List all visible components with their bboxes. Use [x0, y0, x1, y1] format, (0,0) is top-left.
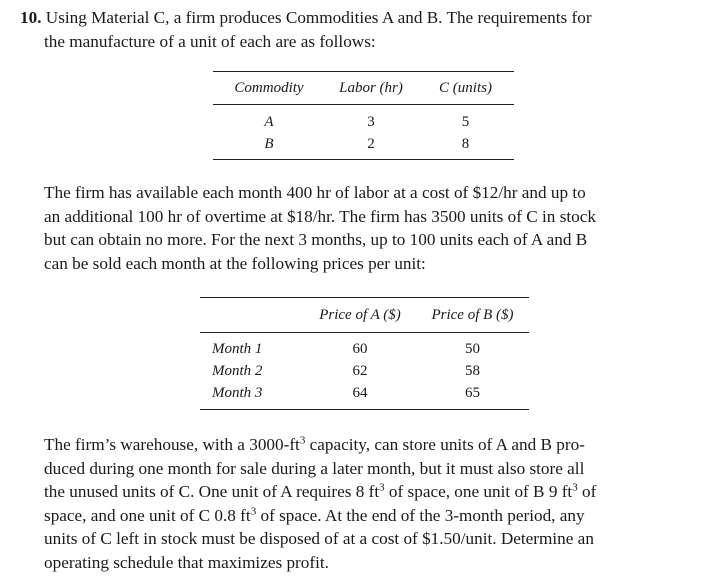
superscript: 3 [379, 481, 385, 494]
table-row [200, 360, 529, 382]
warehouse-text: units of C left in stock must be disposed of at a cost of $1.50/unit. Determine an [44, 529, 594, 549]
warehouse-text: duced during one month for sale during a later month, but it must also store all [44, 458, 585, 478]
availability-line: but can obtain no more. For the next 3 months, up to 100 units each of A and B [44, 230, 588, 250]
requirements-table [213, 71, 514, 160]
warehouse-text: the unused units of C. One unit of A requires 8 ft [44, 482, 380, 502]
header-price-a: Price of A ($) [304, 298, 416, 333]
labor-cell: 3 [367, 113, 375, 130]
table-row [213, 105, 514, 134]
intro-line-1: Using Material C, a firm produces Commodities A and B. The requirements for [45, 8, 592, 27]
availability-line: The firm has available each month 400 hr of labor at a cost of $12/hr and up to [44, 183, 586, 202]
commodity-cell: A [264, 113, 274, 130]
table-row [200, 333, 529, 361]
warehouse-text: The firm’s warehouse, with a 3000-ft [44, 435, 300, 454]
price-a-cell: 60 [352, 340, 368, 357]
warehouse-text: capacity, can store units of A and B pro- [305, 435, 585, 454]
labor-cell: 2 [367, 135, 375, 152]
availability-line: an additional 100 hr of overtime at $18/hr. The firm has 3500 units of C in stock [44, 206, 596, 226]
problem-intro [20, 6, 710, 53]
c-units-cell: 5 [461, 113, 470, 130]
commodity-cell: B [264, 135, 274, 152]
price-b-cell: 58 [465, 362, 480, 379]
header-commodity: Commodity [213, 72, 325, 105]
table-row [200, 382, 529, 410]
requirements-header-row [213, 72, 514, 105]
warehouse-paragraph [44, 433, 716, 575]
intro-line-2: the manufacture of a unit of each are as follows: [44, 31, 376, 51]
warehouse-text: of space. At the end of the 3-month period, any [256, 505, 585, 525]
price-b-cell: 50 [465, 340, 480, 357]
header-labor: Labor (hr) [325, 72, 417, 105]
superscript: 3 [572, 481, 578, 494]
warehouse-text: of space, one unit of B 9 ft [384, 482, 573, 502]
superscript: 3 [250, 505, 257, 518]
warehouse-text: space, and one unit of C 0.8 ft [44, 505, 251, 525]
c-units-cell: 8 [461, 135, 470, 152]
header-c-units: C (units) [417, 72, 514, 105]
prices-table [200, 297, 529, 410]
problem-number: 10. [20, 8, 42, 27]
superscript: 3 [299, 434, 306, 447]
availability-line: can be sold each month at the following prices per unit: [44, 253, 426, 273]
warehouse-text: operating schedule that maximizes profit. [44, 552, 329, 572]
table-row [213, 133, 514, 160]
price-a-cell: 62 [352, 362, 368, 379]
month-cell: Month 3 [212, 384, 263, 401]
price-a-cell: 64 [352, 384, 368, 401]
price-b-cell: 65 [465, 384, 480, 401]
availability-paragraph [44, 181, 716, 275]
header-month [200, 298, 304, 333]
month-cell: Month 1 [212, 340, 263, 357]
warehouse-text: of [577, 482, 597, 502]
month-cell: Month 2 [212, 362, 263, 379]
prices-header-row [200, 298, 529, 333]
header-price-b: Price of B ($) [416, 298, 529, 333]
